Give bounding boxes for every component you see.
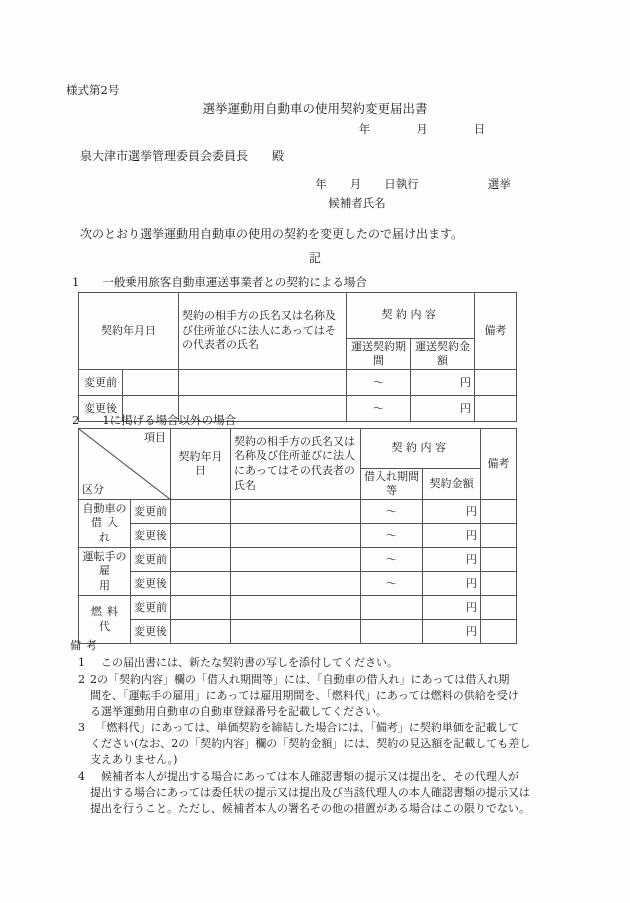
row-label-before: 変更前: [131, 500, 171, 524]
header-contract-amount: 契約金額: [423, 469, 481, 500]
category-label-line2: 雇用: [98, 564, 120, 592]
header-transport-amount: 運送契約金額: [411, 339, 475, 370]
header-lease-period: 借入れ期間等: [361, 469, 423, 500]
note-text: [90, 769, 570, 817]
cell-contract-date[interactable]: [171, 548, 231, 572]
cell-counterparty[interactable]: [231, 500, 361, 524]
form-number: 様式第2号: [66, 83, 120, 97]
candidate-name-label: 候補者氏名: [328, 196, 386, 210]
header-remarks: 備考: [475, 293, 517, 370]
header-contract-content: 契約内容: [361, 429, 481, 469]
category-label-driver-employment: [79, 548, 131, 596]
header-counterparty: 契約の相手方の氏名又は名称及び住所並びに法人にあってはその代表者の氏名: [231, 429, 361, 500]
cell-counterparty[interactable]: [231, 524, 361, 548]
election-date-line: 年 月 日執行 選挙: [315, 177, 511, 191]
row-label-after: 変更後: [131, 524, 171, 548]
cell-contract-date[interactable]: [171, 596, 231, 620]
row-label-before: 変更前: [79, 370, 123, 396]
header-remarks: 備考: [481, 429, 517, 500]
lead-paragraph: 次のとおり選挙運動用自動車の使用の契約を変更したので届け出ます。: [80, 227, 464, 241]
cell-remarks[interactable]: [475, 396, 517, 422]
table-row: [79, 500, 517, 524]
note-item: [70, 672, 570, 720]
category-label-line1: 燃料代: [91, 605, 123, 633]
cell-counterparty[interactable]: [231, 596, 361, 620]
note-text: [90, 655, 570, 671]
cell-contract-amount[interactable]: 円: [423, 524, 481, 548]
table-row: [79, 596, 517, 620]
note-number: 1: [78, 656, 85, 670]
cell-contract-date[interactable]: [171, 572, 231, 596]
cell-remarks[interactable]: [475, 370, 517, 396]
contract-table-other-cases: [78, 428, 517, 644]
table-row: [79, 572, 517, 596]
row-label-after: 変更後: [79, 396, 123, 422]
note-number: 4: [78, 769, 85, 783]
category-label-vehicle-lease: [79, 500, 131, 548]
category-label-line1: 自動車の: [82, 501, 127, 515]
note-line: 提出する場合にあっては委任状の提示又は提出及び当該代理人の本人確認書類の提示又は: [90, 785, 530, 799]
table-row: [79, 524, 517, 548]
table-row: [79, 370, 517, 396]
contract-table-transport-operator: [78, 292, 517, 422]
section2-heading: 2 1に掲げる場合以外の場合: [72, 413, 237, 427]
table-header-row: [79, 429, 517, 469]
ki-mark: 記: [308, 251, 321, 265]
note-line: 2の「契約内容」欄の「借入れ期間等」には、「自動車の借入れ」にあっては借入れ期: [90, 672, 510, 686]
cell-contract-date[interactable]: [123, 370, 179, 396]
cell-remarks[interactable]: [481, 596, 517, 620]
cell-lease-period[interactable]: ～: [361, 548, 423, 572]
header-contract-content: 契約内容: [347, 293, 475, 339]
cell-remarks[interactable]: [481, 500, 517, 524]
cell-contract-amount[interactable]: 円: [423, 620, 481, 644]
note-item: [70, 655, 570, 671]
cell-contract-amount[interactable]: 円: [423, 596, 481, 620]
cell-contract-date[interactable]: [171, 500, 231, 524]
notes-section: [70, 638, 570, 818]
cell-transport-period[interactable]: ～: [347, 370, 411, 396]
cell-transport-period[interactable]: ～: [347, 396, 411, 422]
cell-counterparty[interactable]: [231, 548, 361, 572]
table-header-row: [79, 293, 517, 339]
cell-transport-amount[interactable]: 円: [411, 396, 475, 422]
note-line: この届出書には、新たな契約書の写しを添付してください。: [90, 656, 398, 670]
header-contract-date: 契約年月日: [79, 293, 179, 370]
page-title: 選挙運動用自動車の使用契約変更届出書: [202, 101, 428, 116]
cell-contract-date[interactable]: [171, 524, 231, 548]
addressee-line: 泉大津市選挙管理委員会委員長 殿: [80, 149, 285, 163]
cell-remarks[interactable]: [481, 524, 517, 548]
note-line: る選挙運動用自動車の自動車登録番号を記載してください。: [90, 704, 387, 718]
cell-lease-period[interactable]: ～: [361, 524, 423, 548]
table-row: [79, 548, 517, 572]
note-line: 候補者本人が提出する場合にあっては本人確認書類の提示又は提出を、その代理人が: [90, 769, 519, 783]
row-label-before: 変更前: [131, 548, 171, 572]
header-counterparty: 契約の相手方の氏名又は名称及び住所並びに法人にあってはその代表者の氏名: [179, 293, 347, 370]
note-line: 間を、「運転手の雇用」にあっては雇用期間を、「燃料代」にあっては燃料の供給を受け: [90, 688, 519, 702]
header-corner-item-label: 項目: [144, 431, 166, 444]
note-text: [90, 720, 570, 768]
header-transport-period: 運送契約期間: [347, 339, 411, 370]
row-label-after: 変更後: [131, 572, 171, 596]
notes-label: 備考: [70, 639, 102, 652]
note-number: 2: [78, 672, 85, 686]
cell-contract-amount[interactable]: 円: [423, 572, 481, 596]
cell-counterparty[interactable]: [231, 572, 361, 596]
note-item: [70, 769, 570, 817]
cell-remarks[interactable]: [481, 572, 517, 596]
note-item: [70, 720, 570, 768]
header-corner-split: [79, 429, 171, 500]
note-line: 支えありません。): [90, 753, 178, 767]
cell-transport-amount[interactable]: 円: [411, 370, 475, 396]
row-label-before: 変更前: [131, 596, 171, 620]
header-contract-date: 契約年月日: [171, 429, 231, 500]
note-number: 3: [78, 721, 85, 735]
cell-remarks[interactable]: [481, 548, 517, 572]
note-line: 提出を行うこと。ただし、候補者本人の署名その他の措置がある場合はこの限りでない。: [90, 801, 530, 815]
section1-heading: 1 一般乗用旅客自動車運送事業者との契約による場合: [72, 275, 367, 289]
row-label-after: 変更後: [131, 620, 171, 644]
note-line: 「燃料代」にあっては、単価契約を締結した場合には、「備考」に契約単価を記載して: [90, 721, 519, 735]
cell-contract-amount[interactable]: 円: [423, 500, 481, 524]
header-corner-division-label: 区分: [82, 483, 104, 497]
cell-lease-period[interactable]: ～: [361, 500, 423, 524]
category-label-line1: 運転手の: [82, 549, 127, 563]
cell-lease-period[interactable]: [361, 596, 423, 620]
note-line: ください(なお、2の「契約内容」欄の「契約金額」には、契約の見込額を記載しても差し: [90, 737, 531, 751]
cell-counterparty[interactable]: [179, 370, 347, 396]
note-text: [90, 672, 570, 720]
cell-lease-period[interactable]: ～: [361, 572, 423, 596]
cell-contract-amount[interactable]: 円: [423, 548, 481, 572]
category-label-line2: 借入れ: [91, 516, 123, 544]
submission-date-line: 年 月 日: [358, 122, 486, 136]
category-label-fuel-cost: [79, 596, 131, 644]
